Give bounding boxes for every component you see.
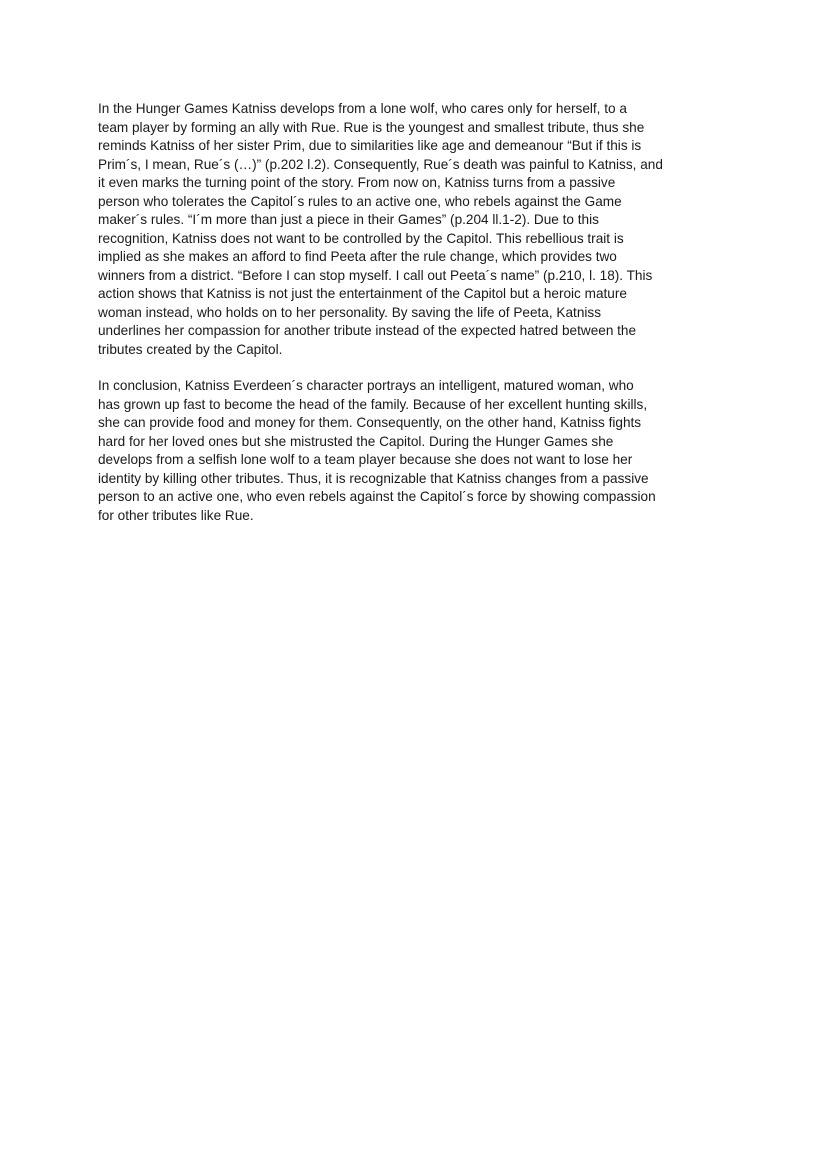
text-line: person who tolerates the Capitol´s rules to an active one, who rebels against the Game xyxy=(98,193,622,209)
text-line: maker´s rules. “I´m more than just a piece in their Games” (p.204 ll.1-2). Due to this xyxy=(98,212,599,227)
text-line: develops from a selfish lone wolf to a team player because she does not want to lose her xyxy=(98,452,633,467)
text-line: action shows that Katniss is not just the entertainment of the Capitol but a heroic mature xyxy=(98,286,627,301)
text-line: has grown up fast to become the head of the family. Because of her excellent hunting skills, xyxy=(98,396,648,412)
text-line: underlines her compassion for another tribute instead of the expected hatred between the xyxy=(98,323,637,338)
text-line: winners from a district. “Before I can stop myself. I call out Peeta´s name” (p.210, l. 18). This xyxy=(98,267,653,283)
text-line: reminds Katniss of her sister Prim, due to similarities like age and demeanour “But if this is xyxy=(98,138,642,153)
text-line: Prim´s, I mean, Rue´s (…)” (p.202 l.2). Consequently, Rue´s death was painful to Katniss, and xyxy=(98,156,663,172)
text-line: implied as she makes an afford to find Peeta after the rule change, which provides two xyxy=(98,249,617,264)
text-line: she can provide food and money for them. Consequently, on the other hand, Katniss fights xyxy=(98,415,642,430)
document-body xyxy=(98,100,738,525)
text-line: recognition, Katniss does not want to be controlled by the Capitol. This rebellious trait is xyxy=(98,230,624,246)
text-line: hard for her loved ones but she mistrusted the Capitol. During the Hunger Games she xyxy=(98,433,614,449)
paragraph-1 xyxy=(98,100,738,359)
text-line: tributes created by the Capitol. xyxy=(98,341,283,357)
text-line: team player by forming an ally with Rue. Rue is the youngest and smallest tribute, thus she xyxy=(98,119,645,135)
text-line: In conclusion, Katniss Everdeen´s character portrays an intelligent, matured woman, who xyxy=(98,378,634,393)
text-line: for other tributes like Rue. xyxy=(98,507,254,523)
text-line: it even marks the turning point of the story. From now on, Katniss turns from a passive xyxy=(98,175,616,190)
text-line: In the Hunger Games Katniss develops from a lone wolf, who cares only for herself, to a xyxy=(98,101,627,116)
paragraph-2 xyxy=(98,377,738,525)
text-line: identity by killing other tributes. Thus, it is recognizable that Katniss changes from a passive xyxy=(98,470,649,486)
text-line: person to an active one, who even rebels against the Capitol´s force by showing compassion xyxy=(98,489,656,504)
text-line: woman instead, who holds on to her personality. By saving the life of Peeta, Katniss xyxy=(98,304,602,320)
